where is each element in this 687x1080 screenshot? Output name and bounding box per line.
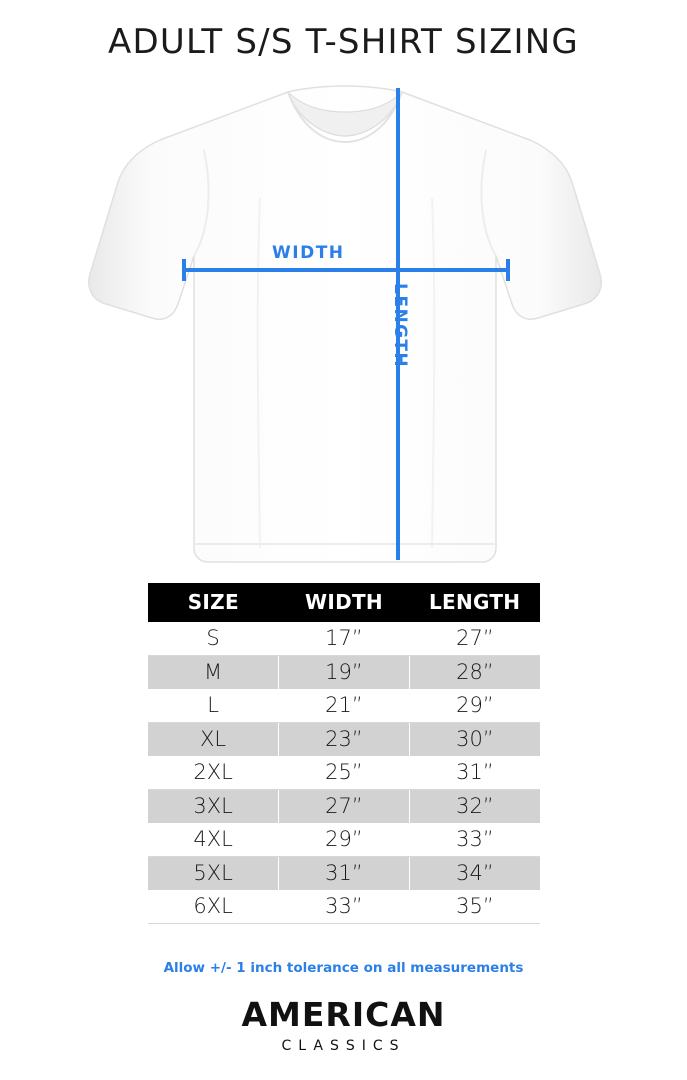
cell-length: 33” [409,823,540,857]
table-row [148,756,540,790]
size-table [148,583,540,924]
brand-subtitle: CLASSICS [281,1038,406,1054]
width-measure-cap-left [182,259,186,281]
cell-length: 27” [409,622,540,656]
cell-length: 30” [409,723,540,757]
length-label: LENGTH [390,283,410,369]
tshirt-icon [60,78,630,568]
table-header-row [148,583,540,622]
cell-width: 21” [279,689,410,723]
cell-size: 6XL [148,890,279,924]
table-row [148,857,540,891]
table-row [148,656,540,690]
column-header-size: SIZE [148,583,279,622]
cell-size: 5XL [148,857,279,891]
tshirt-diagram [60,78,630,568]
width-measure-cap-right [506,259,510,281]
cell-size: S [148,622,279,656]
cell-length: 28” [409,656,540,690]
cell-length: 31” [409,756,540,790]
table-row [148,723,540,757]
table-row [148,622,540,656]
table-row [148,689,540,723]
table-row [148,790,540,824]
column-header-width: WIDTH [279,583,410,622]
table-row [148,823,540,857]
cell-width: 19” [279,656,410,690]
cell-length: 35” [409,890,540,924]
size-table-head [148,583,540,622]
brand-name: AMERICAN [241,995,446,1034]
cell-length: 34” [409,857,540,891]
size-table-container [148,583,540,924]
cell-width: 23” [279,723,410,757]
cell-width: 17” [279,622,410,656]
width-measure-line [182,268,510,272]
cell-width: 27” [279,790,410,824]
cell-width: 31” [279,857,410,891]
tolerance-note: Allow +/- 1 inch tolerance on all measurements [163,960,524,976]
cell-length: 32” [409,790,540,824]
page-title: ADULT S/S T-SHIRT SIZING [108,22,579,62]
column-header-length: LENGTH [409,583,540,622]
cell-size: M [148,656,279,690]
cell-size: 3XL [148,790,279,824]
cell-length: 29” [409,689,540,723]
size-table-body [148,622,540,924]
cell-size: XL [148,723,279,757]
width-label: WIDTH [272,243,345,263]
table-row [148,890,540,924]
cell-width: 33” [279,890,410,924]
cell-size: 4XL [148,823,279,857]
cell-width: 29” [279,823,410,857]
cell-size: L [148,689,279,723]
cell-width: 25” [279,756,410,790]
cell-size: 2XL [148,756,279,790]
